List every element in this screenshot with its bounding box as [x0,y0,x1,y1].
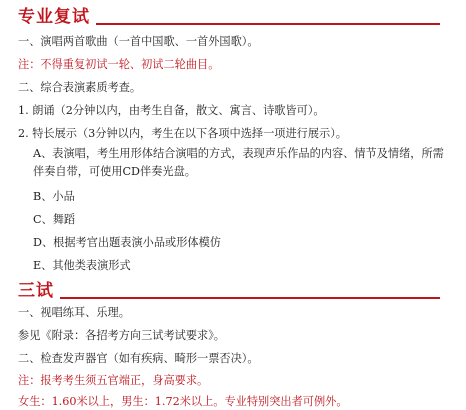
list-item: 一、视唱练耳、乐理。 [18,306,130,319]
note-text: 注：不得重复初试一轮、初试二轮曲目。 [18,58,220,71]
list-item: 一、演唱两首歌曲（一首中国歌、一首外国歌）。 [18,35,259,48]
sub-item: 1. 朗诵（2分钟以内，由考生自备，散文、寓言、诗歌皆可）。 [18,104,325,117]
section-title: 专业复试 [18,7,90,27]
option-item: B、小品 [33,190,75,203]
list-item: 二、检查发声器官（如有疾病、畸形一票否决）。 [18,352,259,365]
section-divider [96,23,440,25]
note-text: 女生：1.60米以上，男生：1.72米以上。专业特别突出者可例外。 [18,395,348,408]
section-header-professional-retest [18,2,440,28]
option-item: E、其他类表演形式 [33,259,131,272]
reference-text: 参见《附录：各招考方向三试考试要求》。 [18,329,225,342]
option-item: C、舞蹈 [33,213,76,226]
option-item: D、根据考官出题表演小品或形体模仿 [33,236,221,249]
section-title: 三试 [18,281,54,301]
note-text: 注：报考考生须五官端正，身高要求。 [18,374,209,387]
option-item: A、表演唱，考生用形体结合演唱的方式，表现声乐作品的内容、情节及情绪，所需伴奏自带，可使用CD伴奏光盘。 [33,147,444,178]
list-item: 二、综合表演素质考查。 [18,81,142,94]
sub-item: 2. 特长展示（3分钟以内，考生在以下各项中选择一项进行展示）。 [18,127,347,140]
section-header-third-exam [18,276,440,302]
section-divider [60,297,440,299]
